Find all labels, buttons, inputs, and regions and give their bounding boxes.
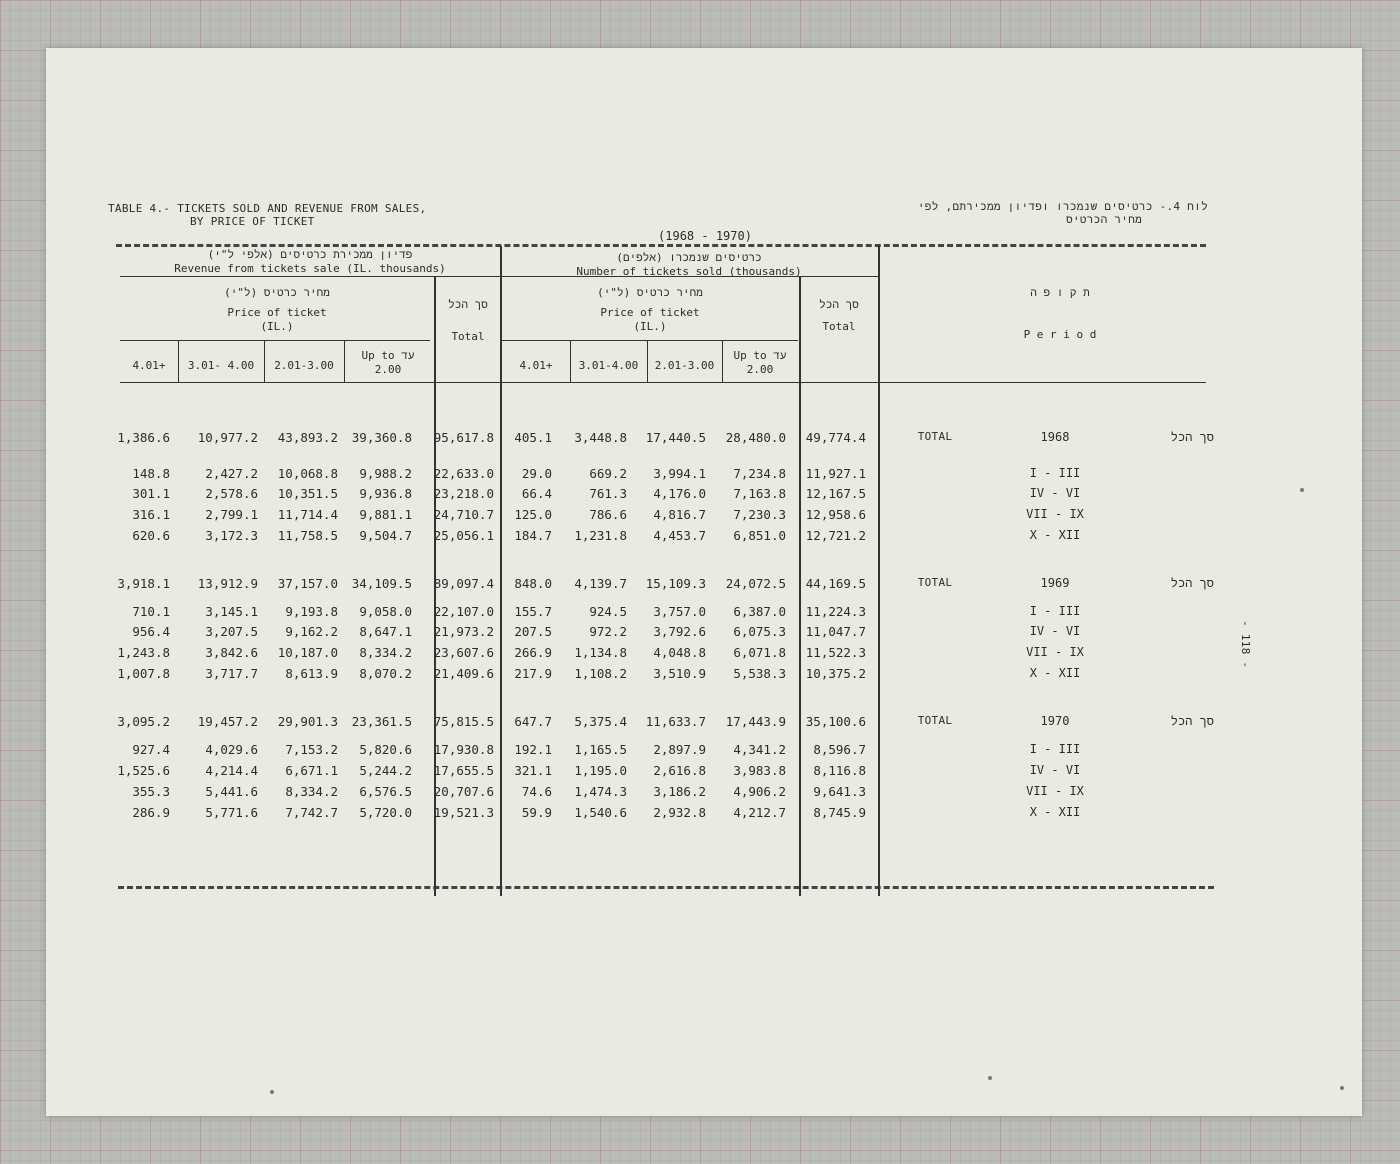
tickets-cell: 29.0 bbox=[521, 466, 552, 481]
revenue-cell: 10,351.5 bbox=[277, 486, 338, 501]
tkt-price-unit: (IL.) bbox=[633, 320, 667, 333]
revenue-cell: 1,007.8 bbox=[117, 666, 170, 681]
tickets-cell: 24,072.5 bbox=[725, 576, 786, 591]
tickets-cell: 3,994.1 bbox=[653, 466, 706, 481]
revenue-cell: 316.1 bbox=[132, 507, 170, 522]
revenue-total-cell: 75,815.5 bbox=[433, 714, 494, 729]
revenue-cell: 5,244.2 bbox=[359, 763, 412, 778]
column-divider bbox=[722, 340, 723, 382]
paper-speck bbox=[1340, 1086, 1344, 1090]
tickets-total-cell: 11,927.1 bbox=[805, 466, 866, 481]
tkt-price-header-he: מחיר כרטיס (ל"י) bbox=[597, 286, 703, 299]
revenue-cell: 1,525.6 bbox=[117, 763, 170, 778]
column-divider bbox=[878, 246, 880, 896]
rev-price-header-he: מחיר כרטיס (ל"י) bbox=[224, 286, 330, 299]
period-label: IV - VI bbox=[1029, 624, 1081, 638]
revenue-cell: 3,717.7 bbox=[205, 666, 258, 681]
tickets-cell: 28,480.0 bbox=[725, 430, 786, 445]
period-label: X - XII bbox=[1029, 666, 1081, 680]
tickets-cell: 59.9 bbox=[521, 805, 552, 820]
tickets-cell: 1,165.5 bbox=[574, 742, 627, 757]
revenue-cell: 3,095.2 bbox=[117, 714, 170, 729]
total-label-he: סך הכל bbox=[1170, 576, 1214, 590]
revenue-cell: 710.1 bbox=[132, 604, 170, 619]
period-header-en: P e r i o d bbox=[1023, 328, 1097, 341]
tickets-cell: 217.9 bbox=[514, 666, 552, 681]
revenue-cell: 620.6 bbox=[132, 528, 170, 543]
tickets-cell: 1,474.3 bbox=[574, 784, 627, 799]
tickets-cell: 7,163.8 bbox=[733, 486, 786, 501]
tickets-cell: 6,387.0 bbox=[733, 604, 786, 619]
tickets-cell: 266.9 bbox=[514, 645, 552, 660]
revenue-cell: 5,441.6 bbox=[205, 784, 258, 799]
tickets-total-cell: 49,774.4 bbox=[805, 430, 866, 445]
tickets-cell: 7,234.8 bbox=[733, 466, 786, 481]
tkt-price-header-en: Price of ticket bbox=[600, 306, 700, 319]
tickets-total-cell: 11,522.3 bbox=[805, 645, 866, 660]
revenue-cell: 148.8 bbox=[132, 466, 170, 481]
tickets-cell: 184.7 bbox=[514, 528, 552, 543]
tickets-cell: 3,792.6 bbox=[653, 624, 706, 639]
revenue-cell: 1,386.6 bbox=[117, 430, 170, 445]
total-label-he: סך הכל bbox=[1170, 714, 1214, 728]
tickets-cell: 15,109.3 bbox=[645, 576, 706, 591]
title-en-line1: TABLE 4.- TICKETS SOLD AND REVENUE FROM SALES, bbox=[108, 202, 427, 215]
revenue-cell: 8,334.2 bbox=[359, 645, 412, 660]
header-rule-tkt-price bbox=[502, 340, 798, 341]
revenue-cell: 3,145.1 bbox=[205, 604, 258, 619]
period-label: VII - IX bbox=[1026, 784, 1084, 798]
revenue-cell: 2,578.6 bbox=[205, 486, 258, 501]
tickets-cell: 1,108.2 bbox=[574, 666, 627, 681]
revenue-cell: 6,671.1 bbox=[285, 763, 338, 778]
revenue-cell: 2,799.1 bbox=[205, 507, 258, 522]
paper-speck bbox=[1300, 488, 1304, 492]
revenue-cell: 10,977.2 bbox=[197, 430, 258, 445]
tickets-cell: 647.7 bbox=[514, 714, 552, 729]
revenue-total-cell: 20,707.6 bbox=[433, 784, 494, 799]
rev-col-header: 4.01+ bbox=[132, 359, 166, 372]
rev-price-unit: (IL.) bbox=[260, 320, 294, 333]
rev-total-header-en: Total bbox=[451, 330, 485, 343]
bottom-dashed-rule bbox=[118, 886, 1214, 889]
tickets-cell: 4,906.2 bbox=[733, 784, 786, 799]
period-label: IV - VI bbox=[1029, 763, 1081, 777]
tickets-cell: 405.1 bbox=[514, 430, 552, 445]
revenue-cell: 29,901.3 bbox=[277, 714, 338, 729]
tkt-col-header: Up to עד 2.00 bbox=[733, 349, 787, 376]
revenue-header-he: פדיון ממכירת כרטיסים (אלפי ל"י) bbox=[207, 248, 413, 261]
tickets-cell: 3,757.0 bbox=[653, 604, 706, 619]
revenue-total-cell: 22,633.0 bbox=[433, 466, 494, 481]
revenue-cell: 9,504.7 bbox=[359, 528, 412, 543]
revenue-cell: 13,912.9 bbox=[197, 576, 258, 591]
tickets-cell: 2,616.8 bbox=[653, 763, 706, 778]
total-label: TOTAL bbox=[917, 576, 953, 589]
tickets-cell: 6,075.3 bbox=[733, 624, 786, 639]
revenue-cell: 9,193.8 bbox=[285, 604, 338, 619]
tickets-cell: 924.5 bbox=[589, 604, 627, 619]
tickets-cell: 4,453.7 bbox=[653, 528, 706, 543]
tickets-cell: 6,851.0 bbox=[733, 528, 786, 543]
period-label: VII - IX bbox=[1026, 645, 1084, 659]
tickets-cell: 4,341.2 bbox=[733, 742, 786, 757]
revenue-header-en: Revenue from tickets sale (IL. thousands) bbox=[174, 262, 446, 275]
revenue-cell: 7,742.7 bbox=[285, 805, 338, 820]
revenue-cell: 956.4 bbox=[132, 624, 170, 639]
tickets-cell: 1,540.6 bbox=[574, 805, 627, 820]
paper-speck bbox=[270, 1090, 274, 1094]
column-divider bbox=[178, 340, 179, 382]
revenue-total-cell: 17,655.5 bbox=[433, 763, 494, 778]
tickets-total-cell: 11,047.7 bbox=[805, 624, 866, 639]
revenue-total-cell: 17,930.8 bbox=[433, 742, 494, 757]
revenue-cell: 5,771.6 bbox=[205, 805, 258, 820]
revenue-cell: 286.9 bbox=[132, 805, 170, 820]
title-he-line1: לוח 4.- כרטיסים שנמכרו ופדיון ממכירתם, לפי bbox=[917, 200, 1208, 213]
tickets-cell: 66.4 bbox=[521, 486, 552, 501]
revenue-total-cell: 21,409.6 bbox=[433, 666, 494, 681]
revenue-total-cell: 24,710.7 bbox=[433, 507, 494, 522]
revenue-cell: 43,893.2 bbox=[277, 430, 338, 445]
revenue-cell: 34,109.5 bbox=[351, 576, 412, 591]
revenue-total-cell: 89,097.4 bbox=[433, 576, 494, 591]
revenue-cell: 2,427.2 bbox=[205, 466, 258, 481]
tickets-cell: 321.1 bbox=[514, 763, 552, 778]
tickets-cell: 972.2 bbox=[589, 624, 627, 639]
rev-total-header-he: סך הכל bbox=[448, 298, 488, 311]
revenue-cell: 3,842.6 bbox=[205, 645, 258, 660]
rev-col-header: 2.01-3.00 bbox=[274, 359, 334, 372]
tickets-cell: 2,897.9 bbox=[653, 742, 706, 757]
rev-price-header-en: Price of ticket bbox=[227, 306, 327, 319]
revenue-cell: 19,457.2 bbox=[197, 714, 258, 729]
period-label: 1969 bbox=[1040, 576, 1070, 590]
revenue-total-cell: 23,607.6 bbox=[433, 645, 494, 660]
period-label: I - III bbox=[1029, 604, 1081, 618]
tickets-cell: 4,139.7 bbox=[574, 576, 627, 591]
revenue-total-cell: 22,107.0 bbox=[433, 604, 494, 619]
revenue-cell: 4,029.6 bbox=[205, 742, 258, 757]
revenue-cell: 6,576.5 bbox=[359, 784, 412, 799]
period-header-he: ת ק ו פ ה bbox=[1030, 286, 1090, 299]
tickets-cell: 4,212.7 bbox=[733, 805, 786, 820]
tickets-header-en: Number of tickets sold (thousands) bbox=[576, 265, 802, 278]
tickets-cell: 3,448.8 bbox=[574, 430, 627, 445]
revenue-cell: 9,058.0 bbox=[359, 604, 412, 619]
column-divider bbox=[344, 340, 345, 382]
top-dashed-rule bbox=[116, 244, 1206, 247]
revenue-cell: 3,918.1 bbox=[117, 576, 170, 591]
revenue-total-cell: 95,617.8 bbox=[433, 430, 494, 445]
tickets-cell: 761.3 bbox=[589, 486, 627, 501]
tkt-col-header: 3.01-4.00 bbox=[578, 359, 639, 372]
title-he-line2: מחיר הכרטיס bbox=[1066, 213, 1142, 226]
column-divider bbox=[570, 340, 571, 382]
tickets-cell: 4,816.7 bbox=[653, 507, 706, 522]
tickets-total-cell: 8,116.8 bbox=[813, 763, 866, 778]
tkt-total-header-en: Total bbox=[822, 320, 856, 333]
tickets-cell: 1,195.0 bbox=[574, 763, 627, 778]
revenue-cell: 5,820.6 bbox=[359, 742, 412, 757]
revenue-cell: 37,157.0 bbox=[277, 576, 338, 591]
header-rule-bottom bbox=[120, 382, 1206, 383]
tickets-total-cell: 44,169.5 bbox=[805, 576, 866, 591]
revenue-cell: 8,334.2 bbox=[285, 784, 338, 799]
rev-col-header: 3.01- 4.00 bbox=[187, 359, 255, 372]
period-label: I - III bbox=[1029, 742, 1081, 756]
revenue-cell: 39,360.8 bbox=[351, 430, 412, 445]
revenue-cell: 8,070.2 bbox=[359, 666, 412, 681]
tkt-col-header: 2.01-3.00 bbox=[654, 359, 715, 372]
tickets-cell: 2,932.8 bbox=[653, 805, 706, 820]
tickets-cell: 3,983.8 bbox=[733, 763, 786, 778]
tickets-cell: 848.0 bbox=[514, 576, 552, 591]
tickets-cell: 207.5 bbox=[514, 624, 552, 639]
tickets-cell: 4,048.8 bbox=[653, 645, 706, 660]
table-years: (1968 - 1970) bbox=[658, 229, 752, 243]
tickets-cell: 4,176.0 bbox=[653, 486, 706, 501]
revenue-total-cell: 19,521.3 bbox=[433, 805, 494, 820]
revenue-cell: 3,172.3 bbox=[205, 528, 258, 543]
tickets-cell: 74.6 bbox=[521, 784, 552, 799]
revenue-cell: 8,647.1 bbox=[359, 624, 412, 639]
revenue-cell: 1,243.8 bbox=[117, 645, 170, 660]
tickets-cell: 1,134.8 bbox=[574, 645, 627, 660]
revenue-cell: 9,162.2 bbox=[285, 624, 338, 639]
tickets-cell: 11,633.7 bbox=[645, 714, 706, 729]
revenue-cell: 11,714.4 bbox=[277, 507, 338, 522]
total-label: TOTAL bbox=[917, 430, 953, 443]
period-label: I - III bbox=[1029, 466, 1081, 480]
tickets-cell: 5,538.3 bbox=[733, 666, 786, 681]
revenue-cell: 11,758.5 bbox=[277, 528, 338, 543]
revenue-cell: 7,153.2 bbox=[285, 742, 338, 757]
tickets-cell: 669.2 bbox=[589, 466, 627, 481]
period-label: X - XII bbox=[1029, 805, 1081, 819]
revenue-cell: 927.4 bbox=[132, 742, 170, 757]
paper-speck bbox=[988, 1076, 992, 1080]
revenue-cell: 23,361.5 bbox=[351, 714, 412, 729]
column-divider bbox=[647, 340, 648, 382]
tickets-total-cell: 12,958.6 bbox=[805, 507, 866, 522]
revenue-cell: 3,207.5 bbox=[205, 624, 258, 639]
total-label: TOTAL bbox=[917, 714, 953, 727]
revenue-total-cell: 23,218.0 bbox=[433, 486, 494, 501]
tickets-total-cell: 12,167.5 bbox=[805, 486, 866, 501]
revenue-cell: 4,214.4 bbox=[205, 763, 258, 778]
period-label: X - XII bbox=[1029, 528, 1081, 542]
tickets-cell: 3,510.9 bbox=[653, 666, 706, 681]
period-label: 1970 bbox=[1040, 714, 1070, 728]
total-label-he: סך הכל bbox=[1170, 430, 1214, 444]
title-en-line2: BY PRICE OF TICKET bbox=[190, 215, 315, 228]
revenue-cell: 9,936.8 bbox=[359, 486, 412, 501]
revenue-total-cell: 25,056.1 bbox=[433, 528, 494, 543]
revenue-cell: 10,068.8 bbox=[277, 466, 338, 481]
tickets-total-cell: 9,641.3 bbox=[813, 784, 866, 799]
revenue-cell: 9,988.2 bbox=[359, 466, 412, 481]
revenue-cell: 10,187.0 bbox=[277, 645, 338, 660]
tickets-cell: 125.0 bbox=[514, 507, 552, 522]
tickets-cell: 17,443.9 bbox=[725, 714, 786, 729]
tkt-col-header: 4.01+ bbox=[519, 359, 553, 372]
tickets-cell: 6,071.8 bbox=[733, 645, 786, 660]
revenue-cell: 8,613.9 bbox=[285, 666, 338, 681]
tickets-cell: 5,375.4 bbox=[574, 714, 627, 729]
tickets-total-cell: 8,745.9 bbox=[813, 805, 866, 820]
period-label: 1968 bbox=[1040, 430, 1070, 444]
tickets-cell: 3,186.2 bbox=[653, 784, 706, 799]
tickets-cell: 786.6 bbox=[589, 507, 627, 522]
period-label: VII - IX bbox=[1026, 507, 1084, 521]
tickets-total-cell: 10,375.2 bbox=[805, 666, 866, 681]
revenue-cell: 355.3 bbox=[132, 784, 170, 799]
header-rule-rev-price bbox=[120, 340, 430, 341]
revenue-cell: 5,720.0 bbox=[359, 805, 412, 820]
column-divider bbox=[264, 340, 265, 382]
tkt-total-header-he: סך הכל bbox=[819, 298, 859, 311]
period-label: IV - VI bbox=[1029, 486, 1081, 500]
revenue-cell: 301.1 bbox=[132, 486, 170, 501]
tickets-cell: 155.7 bbox=[514, 604, 552, 619]
tickets-cell: 1,231.8 bbox=[574, 528, 627, 543]
revenue-cell: 9,881.1 bbox=[359, 507, 412, 522]
tickets-header-he: כרטיסים שנמכרו (אלפים) bbox=[616, 251, 762, 264]
tickets-total-cell: 12,721.2 bbox=[805, 528, 866, 543]
revenue-total-cell: 21,973.2 bbox=[433, 624, 494, 639]
tickets-cell: 7,230.3 bbox=[733, 507, 786, 522]
tickets-total-cell: 35,100.6 bbox=[805, 714, 866, 729]
tickets-total-cell: 8,596.7 bbox=[813, 742, 866, 757]
tickets-cell: 17,440.5 bbox=[645, 430, 706, 445]
rev-col-header: Up to עד 2.00 bbox=[361, 349, 415, 376]
page-number: - 118 - bbox=[1239, 620, 1252, 669]
tickets-cell: 192.1 bbox=[514, 742, 552, 757]
tickets-total-cell: 11,224.3 bbox=[805, 604, 866, 619]
